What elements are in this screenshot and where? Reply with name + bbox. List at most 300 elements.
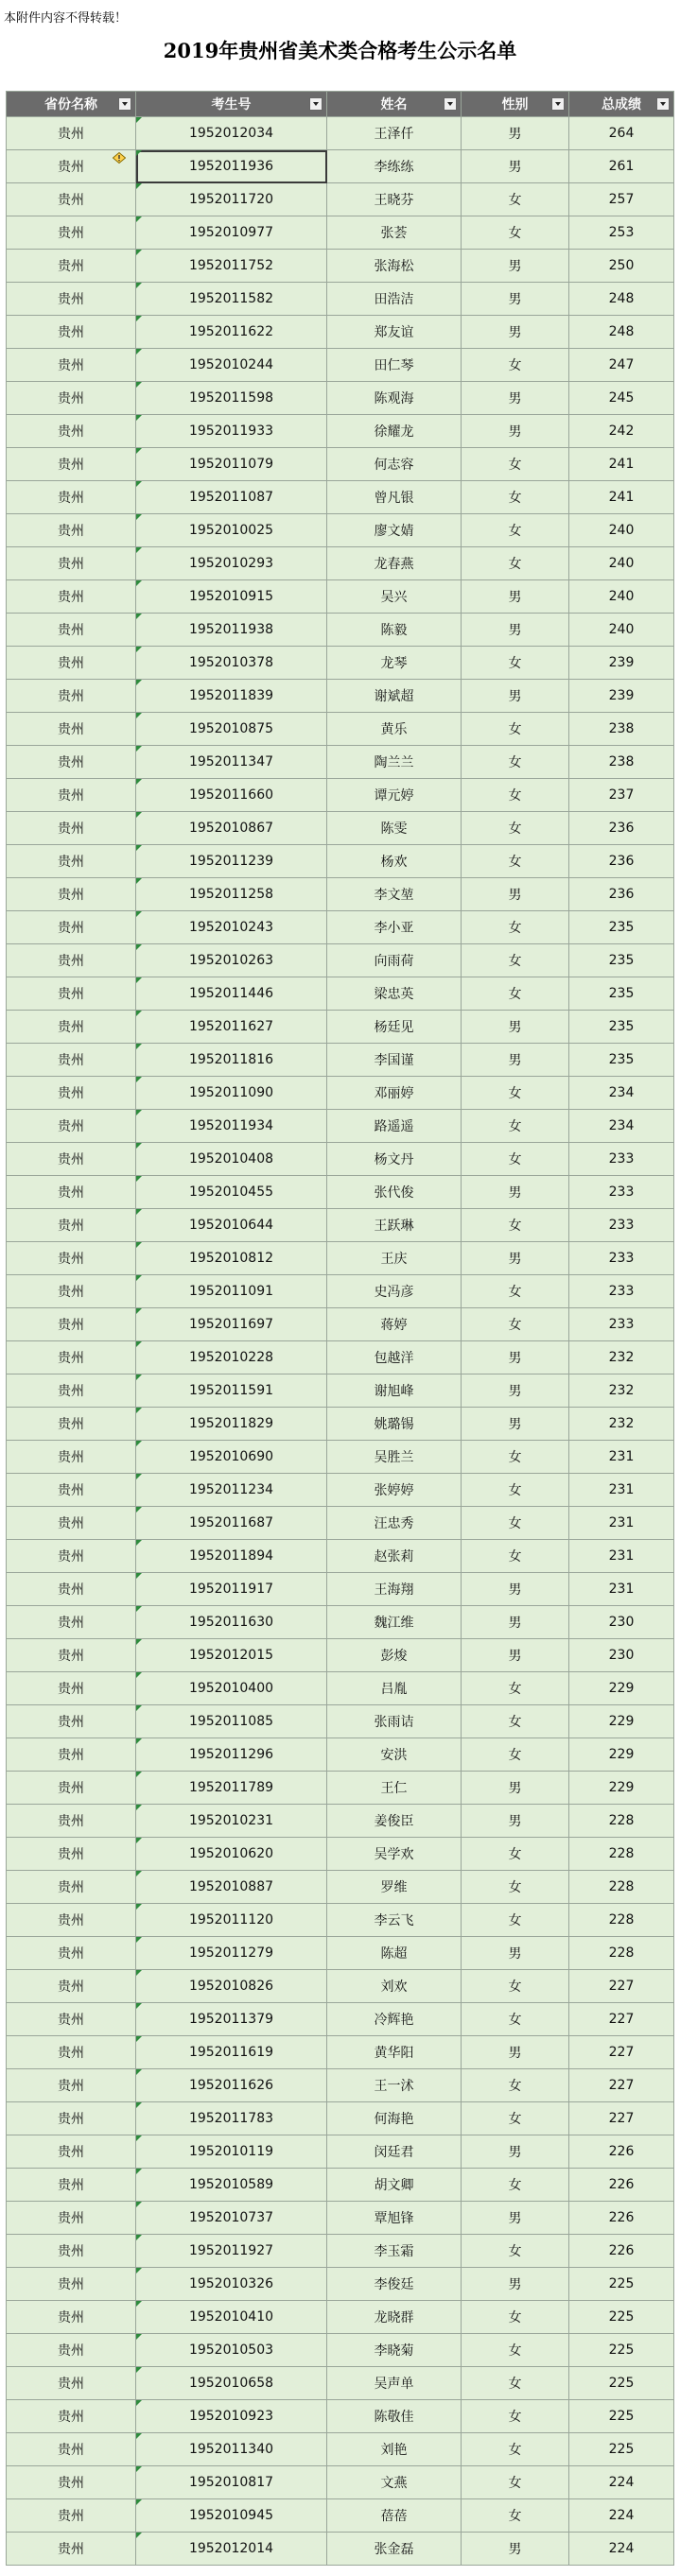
name-cell[interactable]: 姜俊臣 bbox=[327, 1805, 462, 1838]
exam-number-cell[interactable]: 1952011626 bbox=[136, 2069, 327, 2102]
total-score-cell[interactable]: 233 bbox=[569, 1308, 674, 1341]
name-cell[interactable]: 安洪 bbox=[327, 1738, 462, 1772]
gender-cell[interactable]: 女 bbox=[462, 514, 569, 547]
total-score-cell[interactable]: 245 bbox=[569, 382, 674, 415]
total-score-cell[interactable]: 239 bbox=[569, 647, 674, 680]
name-cell[interactable]: 郑友谊 bbox=[327, 316, 462, 349]
gender-cell[interactable]: 女 bbox=[462, 1838, 569, 1871]
province-cell[interactable]: 贵州 bbox=[7, 1705, 136, 1738]
total-score-cell[interactable]: 236 bbox=[569, 845, 674, 878]
total-score-cell[interactable]: 233 bbox=[569, 1275, 674, 1308]
province-cell[interactable]: 贵州 bbox=[7, 647, 136, 680]
gender-cell[interactable]: 男 bbox=[462, 283, 569, 316]
total-score-cell[interactable]: 230 bbox=[569, 1606, 674, 1639]
total-score-cell[interactable]: 228 bbox=[569, 1871, 674, 1904]
name-cell[interactable]: 包越洋 bbox=[327, 1341, 462, 1374]
gender-cell[interactable]: 女 bbox=[462, 1970, 569, 2003]
gender-cell[interactable]: 女 bbox=[462, 1143, 569, 1176]
exam-number-cell[interactable]: 1952011340 bbox=[136, 2433, 327, 2466]
province-cell[interactable]: 贵州 bbox=[7, 283, 136, 316]
exam-number-cell[interactable]: 1952011687 bbox=[136, 1507, 327, 1540]
exam-number-cell[interactable]: 1952011582 bbox=[136, 283, 327, 316]
name-cell[interactable]: 赵张莉 bbox=[327, 1540, 462, 1573]
province-cell[interactable]: 贵州 bbox=[7, 2036, 136, 2069]
name-cell[interactable]: 杨文丹 bbox=[327, 1143, 462, 1176]
exam-number-cell[interactable]: 1952011258 bbox=[136, 878, 327, 911]
name-cell[interactable]: 吕胤 bbox=[327, 1672, 462, 1705]
name-cell[interactable]: 王晓芬 bbox=[327, 183, 462, 216]
total-score-cell[interactable]: 229 bbox=[569, 1672, 674, 1705]
gender-cell[interactable]: 女 bbox=[462, 647, 569, 680]
exam-number-cell[interactable]: 1952010293 bbox=[136, 547, 327, 580]
total-score-cell[interactable]: 228 bbox=[569, 1805, 674, 1838]
exam-number-cell[interactable]: 1952011697 bbox=[136, 1308, 327, 1341]
gender-cell[interactable]: 女 bbox=[462, 713, 569, 746]
total-score-cell[interactable]: 232 bbox=[569, 1341, 674, 1374]
gender-cell[interactable]: 男 bbox=[462, 1242, 569, 1275]
province-cell[interactable]: 贵州 bbox=[7, 1308, 136, 1341]
exam-number-cell[interactable]: 1952011934 bbox=[136, 1110, 327, 1143]
exam-number-cell[interactable]: 1952011239 bbox=[136, 845, 327, 878]
header-province[interactable] bbox=[7, 92, 136, 117]
exam-number-cell[interactable]: 1952010620 bbox=[136, 1838, 327, 1871]
province-cell[interactable]: 贵州 bbox=[7, 1474, 136, 1507]
exam-number-cell[interactable]: 1952011938 bbox=[136, 614, 327, 647]
total-score-cell[interactable]: 253 bbox=[569, 216, 674, 250]
name-cell[interactable]: 刘欢 bbox=[327, 1970, 462, 2003]
total-score-cell[interactable]: 248 bbox=[569, 316, 674, 349]
total-score-cell[interactable]: 226 bbox=[569, 2202, 674, 2235]
header-exam-number[interactable] bbox=[136, 92, 327, 117]
gender-cell[interactable]: 男 bbox=[462, 2036, 569, 2069]
gender-cell[interactable]: 女 bbox=[462, 2301, 569, 2334]
exam-number-cell[interactable]: 1952011279 bbox=[136, 1937, 327, 1970]
total-score-cell[interactable]: 224 bbox=[569, 2499, 674, 2533]
total-score-cell[interactable]: 226 bbox=[569, 2135, 674, 2169]
name-cell[interactable]: 徐耀龙 bbox=[327, 415, 462, 448]
name-cell[interactable]: 张雨诘 bbox=[327, 1705, 462, 1738]
total-score-cell[interactable]: 239 bbox=[569, 680, 674, 713]
province-cell[interactable]: 贵州 bbox=[7, 1044, 136, 1077]
province-cell[interactable]: 贵州 bbox=[7, 2235, 136, 2268]
gender-cell[interactable]: 女 bbox=[462, 1275, 569, 1308]
name-cell[interactable]: 谢斌超 bbox=[327, 680, 462, 713]
exam-number-cell[interactable]: 1952011622 bbox=[136, 316, 327, 349]
gender-cell[interactable]: 女 bbox=[462, 1507, 569, 1540]
gender-cell[interactable]: 男 bbox=[462, 150, 569, 183]
province-cell[interactable]: 贵州 bbox=[7, 1937, 136, 1970]
filter-dropdown-icon[interactable] bbox=[551, 97, 565, 111]
name-cell[interactable]: 谭元婷 bbox=[327, 779, 462, 812]
name-cell[interactable]: 田仁琴 bbox=[327, 349, 462, 382]
filter-dropdown-icon[interactable] bbox=[656, 97, 670, 111]
gender-cell[interactable]: 女 bbox=[462, 779, 569, 812]
exam-number-cell[interactable]: 1952011789 bbox=[136, 1772, 327, 1805]
province-cell[interactable]: 贵州 bbox=[7, 216, 136, 250]
gender-cell[interactable]: 女 bbox=[462, 1904, 569, 1937]
exam-number-cell[interactable]: 1952011091 bbox=[136, 1275, 327, 1308]
name-cell[interactable]: 李国谨 bbox=[327, 1044, 462, 1077]
name-cell[interactable]: 彭焌 bbox=[327, 1639, 462, 1672]
gender-cell[interactable]: 女 bbox=[462, 216, 569, 250]
total-score-cell[interactable]: 242 bbox=[569, 415, 674, 448]
province-cell[interactable]: 贵州 bbox=[7, 1077, 136, 1110]
name-cell[interactable]: 黄华阳 bbox=[327, 2036, 462, 2069]
name-cell[interactable]: 吴胜兰 bbox=[327, 1441, 462, 1474]
exam-number-cell[interactable]: 1952010263 bbox=[136, 944, 327, 977]
gender-cell[interactable]: 男 bbox=[462, 2533, 569, 2566]
exam-number-cell[interactable]: 1952012014 bbox=[136, 2533, 327, 2566]
gender-cell[interactable]: 女 bbox=[462, 2102, 569, 2135]
province-cell[interactable]: 贵州 bbox=[7, 2466, 136, 2499]
province-cell[interactable]: 贵州 bbox=[7, 316, 136, 349]
total-score-cell[interactable]: 231 bbox=[569, 1474, 674, 1507]
filter-dropdown-icon[interactable] bbox=[118, 97, 131, 111]
province-cell[interactable]: 贵州 bbox=[7, 1772, 136, 1805]
province-cell[interactable]: 贵州 bbox=[7, 2169, 136, 2202]
total-score-cell[interactable]: 236 bbox=[569, 878, 674, 911]
gender-cell[interactable]: 女 bbox=[462, 2069, 569, 2102]
name-cell[interactable]: 向雨荷 bbox=[327, 944, 462, 977]
exam-number-cell[interactable]: 1952011933 bbox=[136, 415, 327, 448]
gender-cell[interactable]: 男 bbox=[462, 1772, 569, 1805]
gender-cell[interactable]: 男 bbox=[462, 2135, 569, 2169]
gender-cell[interactable]: 男 bbox=[462, 1374, 569, 1408]
exam-number-cell[interactable]: 1952011936 bbox=[136, 150, 327, 183]
name-cell[interactable]: 吴学欢 bbox=[327, 1838, 462, 1871]
exam-number-cell[interactable]: 1952010945 bbox=[136, 2499, 327, 2533]
province-cell[interactable]: 贵州 bbox=[7, 448, 136, 481]
total-score-cell[interactable]: 228 bbox=[569, 1904, 674, 1937]
gender-cell[interactable]: 男 bbox=[462, 580, 569, 614]
province-cell[interactable]: 贵州 bbox=[7, 481, 136, 514]
name-cell[interactable]: 杨廷见 bbox=[327, 1011, 462, 1044]
total-score-cell[interactable]: 231 bbox=[569, 1441, 674, 1474]
total-score-cell[interactable]: 234 bbox=[569, 1077, 674, 1110]
exam-number-cell[interactable]: 1952011347 bbox=[136, 746, 327, 779]
exam-number-cell[interactable]: 1952010119 bbox=[136, 2135, 327, 2169]
province-cell[interactable]: 贵州 bbox=[7, 349, 136, 382]
exam-number-cell[interactable]: 1952010244 bbox=[136, 349, 327, 382]
exam-number-cell[interactable]: 1952010977 bbox=[136, 216, 327, 250]
name-cell[interactable]: 王泽仟 bbox=[327, 117, 462, 150]
name-cell[interactable]: 路遥遥 bbox=[327, 1110, 462, 1143]
province-cell[interactable]: 贵州 bbox=[7, 117, 136, 150]
name-cell[interactable]: 李练练 bbox=[327, 150, 462, 183]
province-cell[interactable]: 贵州 bbox=[7, 1672, 136, 1705]
gender-cell[interactable]: 女 bbox=[462, 481, 569, 514]
province-cell[interactable]: 贵州 bbox=[7, 1606, 136, 1639]
total-score-cell[interactable]: 235 bbox=[569, 1011, 674, 1044]
gender-cell[interactable]: 女 bbox=[462, 812, 569, 845]
gender-cell[interactable]: 男 bbox=[462, 117, 569, 150]
exam-number-cell[interactable]: 1952010887 bbox=[136, 1871, 327, 1904]
gender-cell[interactable]: 女 bbox=[462, 944, 569, 977]
name-cell[interactable]: 李俊廷 bbox=[327, 2268, 462, 2301]
gender-cell[interactable]: 男 bbox=[462, 1176, 569, 1209]
exam-number-cell[interactable]: 1952010812 bbox=[136, 1242, 327, 1275]
province-cell[interactable]: 贵州 bbox=[7, 1176, 136, 1209]
gender-cell[interactable]: 女 bbox=[462, 1540, 569, 1573]
total-score-cell[interactable]: 233 bbox=[569, 1176, 674, 1209]
province-cell[interactable]: 贵州 bbox=[7, 2533, 136, 2566]
total-score-cell[interactable]: 248 bbox=[569, 283, 674, 316]
province-cell[interactable]: 贵州 bbox=[7, 1011, 136, 1044]
exam-number-cell[interactable]: 1952011379 bbox=[136, 2003, 327, 2036]
province-cell[interactable]: 贵州 bbox=[7, 845, 136, 878]
header-total-score[interactable] bbox=[569, 92, 674, 117]
exam-number-cell[interactable]: 1952010025 bbox=[136, 514, 327, 547]
province-cell[interactable]: 贵州 bbox=[7, 2102, 136, 2135]
gender-cell[interactable]: 女 bbox=[462, 1705, 569, 1738]
gender-cell[interactable]: 女 bbox=[462, 1441, 569, 1474]
total-score-cell[interactable]: 225 bbox=[569, 2367, 674, 2400]
name-cell[interactable]: 张荟 bbox=[327, 216, 462, 250]
name-cell[interactable]: 胡文卿 bbox=[327, 2169, 462, 2202]
gender-cell[interactable]: 女 bbox=[462, 2466, 569, 2499]
total-score-cell[interactable]: 230 bbox=[569, 1639, 674, 1672]
gender-cell[interactable]: 女 bbox=[462, 2235, 569, 2268]
total-score-cell[interactable]: 233 bbox=[569, 1209, 674, 1242]
name-cell[interactable]: 曾凡银 bbox=[327, 481, 462, 514]
exam-number-cell[interactable]: 1952011234 bbox=[136, 1474, 327, 1507]
gender-cell[interactable]: 女 bbox=[462, 547, 569, 580]
exam-number-cell[interactable]: 1952011630 bbox=[136, 1606, 327, 1639]
total-score-cell[interactable]: 237 bbox=[569, 779, 674, 812]
province-cell[interactable]: 贵州 bbox=[7, 2367, 136, 2400]
gender-cell[interactable]: 男 bbox=[462, 1573, 569, 1606]
header-gender[interactable] bbox=[462, 92, 569, 117]
exam-number-cell[interactable]: 1952010410 bbox=[136, 2301, 327, 2334]
name-cell[interactable]: 张金磊 bbox=[327, 2533, 462, 2566]
filter-dropdown-icon[interactable] bbox=[309, 97, 323, 111]
total-score-cell[interactable]: 235 bbox=[569, 1044, 674, 1077]
exam-number-cell[interactable]: 1952010923 bbox=[136, 2400, 327, 2433]
name-cell[interactable]: 李云飞 bbox=[327, 1904, 462, 1937]
gender-cell[interactable]: 女 bbox=[462, 1209, 569, 1242]
total-score-cell[interactable]: 231 bbox=[569, 1507, 674, 1540]
name-cell[interactable]: 陈观海 bbox=[327, 382, 462, 415]
gender-cell[interactable]: 男 bbox=[462, 1408, 569, 1441]
name-cell[interactable]: 王跃琳 bbox=[327, 1209, 462, 1242]
name-cell[interactable]: 李文堃 bbox=[327, 878, 462, 911]
province-cell[interactable]: 贵州 bbox=[7, 2003, 136, 2036]
exam-number-cell[interactable]: 1952011627 bbox=[136, 1011, 327, 1044]
name-cell[interactable]: 梁忠英 bbox=[327, 977, 462, 1011]
name-cell[interactable]: 罗维 bbox=[327, 1871, 462, 1904]
gender-cell[interactable]: 男 bbox=[462, 415, 569, 448]
total-score-cell[interactable]: 225 bbox=[569, 2301, 674, 2334]
exam-number-cell[interactable]: 1952010875 bbox=[136, 713, 327, 746]
total-score-cell[interactable]: 228 bbox=[569, 1937, 674, 1970]
exam-number-cell[interactable]: 1952011660 bbox=[136, 779, 327, 812]
province-cell[interactable]: 贵州 bbox=[7, 1540, 136, 1573]
name-cell[interactable]: 黄乐 bbox=[327, 713, 462, 746]
total-score-cell[interactable]: 232 bbox=[569, 1408, 674, 1441]
total-score-cell[interactable]: 233 bbox=[569, 1242, 674, 1275]
province-cell[interactable]: 贵州 bbox=[7, 1408, 136, 1441]
province-cell[interactable]: 贵州 bbox=[7, 514, 136, 547]
name-cell[interactable]: 冷辉艳 bbox=[327, 2003, 462, 2036]
exam-number-cell[interactable]: 1952011591 bbox=[136, 1374, 327, 1408]
gender-cell[interactable]: 男 bbox=[462, 1341, 569, 1374]
total-score-cell[interactable]: 235 bbox=[569, 911, 674, 944]
exam-number-cell[interactable]: 1952010589 bbox=[136, 2169, 327, 2202]
gender-cell[interactable]: 女 bbox=[462, 2433, 569, 2466]
exam-number-cell[interactable]: 1952010243 bbox=[136, 911, 327, 944]
total-score-cell[interactable]: 238 bbox=[569, 746, 674, 779]
province-cell[interactable]: 贵州 bbox=[7, 1143, 136, 1176]
name-cell[interactable]: 张婷婷 bbox=[327, 1474, 462, 1507]
total-score-cell[interactable]: 234 bbox=[569, 1110, 674, 1143]
exam-number-cell[interactable]: 1952011090 bbox=[136, 1077, 327, 1110]
total-score-cell[interactable]: 247 bbox=[569, 349, 674, 382]
name-cell[interactable]: 何志容 bbox=[327, 448, 462, 481]
province-cell[interactable]: 贵州 bbox=[7, 1871, 136, 1904]
total-score-cell[interactable]: 238 bbox=[569, 713, 674, 746]
exam-number-cell[interactable]: 1952011120 bbox=[136, 1904, 327, 1937]
gender-cell[interactable]: 男 bbox=[462, 2268, 569, 2301]
name-cell[interactable]: 廖文婧 bbox=[327, 514, 462, 547]
gender-cell[interactable]: 男 bbox=[462, 680, 569, 713]
exam-number-cell[interactable]: 1952012015 bbox=[136, 1639, 327, 1672]
exam-number-cell[interactable]: 1952011079 bbox=[136, 448, 327, 481]
gender-cell[interactable]: 女 bbox=[462, 2499, 569, 2533]
exam-number-cell[interactable]: 1952011720 bbox=[136, 183, 327, 216]
exam-number-cell[interactable]: 1952010817 bbox=[136, 2466, 327, 2499]
name-cell[interactable]: 李晓菊 bbox=[327, 2334, 462, 2367]
total-score-cell[interactable]: 241 bbox=[569, 448, 674, 481]
province-cell[interactable]: 贵州 bbox=[7, 878, 136, 911]
gender-cell[interactable]: 女 bbox=[462, 1110, 569, 1143]
gender-cell[interactable]: 女 bbox=[462, 349, 569, 382]
province-cell[interactable]: 贵州 bbox=[7, 2499, 136, 2533]
total-score-cell[interactable]: 225 bbox=[569, 2334, 674, 2367]
total-score-cell[interactable]: 261 bbox=[569, 150, 674, 183]
name-cell[interactable]: 龙春燕 bbox=[327, 547, 462, 580]
province-cell[interactable]: 贵州 bbox=[7, 1573, 136, 1606]
total-score-cell[interactable]: 235 bbox=[569, 977, 674, 1011]
province-cell[interactable]: 贵州 bbox=[7, 2202, 136, 2235]
name-cell[interactable]: 李小亚 bbox=[327, 911, 462, 944]
total-score-cell[interactable]: 226 bbox=[569, 2169, 674, 2202]
province-cell[interactable]: 贵州 bbox=[7, 746, 136, 779]
province-cell[interactable]: 贵州 bbox=[7, 2400, 136, 2433]
gender-cell[interactable]: 女 bbox=[462, 2367, 569, 2400]
province-cell[interactable]: 贵州 bbox=[7, 250, 136, 283]
province-cell[interactable]: 贵州 bbox=[7, 580, 136, 614]
total-score-cell[interactable]: 241 bbox=[569, 481, 674, 514]
name-cell[interactable]: 姚璐锡 bbox=[327, 1408, 462, 1441]
name-cell[interactable]: 邓丽婷 bbox=[327, 1077, 462, 1110]
name-cell[interactable]: 陈毅 bbox=[327, 614, 462, 647]
gender-cell[interactable]: 男 bbox=[462, 1606, 569, 1639]
exam-number-cell[interactable]: 1952011296 bbox=[136, 1738, 327, 1772]
exam-number-cell[interactable]: 1952010644 bbox=[136, 1209, 327, 1242]
gender-cell[interactable]: 男 bbox=[462, 2202, 569, 2235]
exam-number-cell[interactable]: 1952010867 bbox=[136, 812, 327, 845]
total-score-cell[interactable]: 225 bbox=[569, 2400, 674, 2433]
province-cell[interactable]: 贵州 bbox=[7, 415, 136, 448]
filter-dropdown-icon[interactable] bbox=[444, 97, 457, 111]
name-cell[interactable]: 汪忠秀 bbox=[327, 1507, 462, 1540]
name-cell[interactable]: 蓓蓓 bbox=[327, 2499, 462, 2533]
province-cell[interactable]: 贵州 bbox=[7, 1738, 136, 1772]
exam-number-cell[interactable]: 1952010455 bbox=[136, 1176, 327, 1209]
total-score-cell[interactable]: 240 bbox=[569, 547, 674, 580]
gender-cell[interactable]: 男 bbox=[462, 382, 569, 415]
gender-cell[interactable]: 男 bbox=[462, 1044, 569, 1077]
province-cell[interactable]: 贵州 bbox=[7, 713, 136, 746]
total-score-cell[interactable]: 232 bbox=[569, 1374, 674, 1408]
warning-icon[interactable] bbox=[113, 152, 126, 164]
province-cell[interactable]: 贵州 bbox=[7, 779, 136, 812]
name-cell[interactable]: 龙琴 bbox=[327, 647, 462, 680]
name-cell[interactable]: 史冯彦 bbox=[327, 1275, 462, 1308]
exam-number-cell[interactable]: 1952011446 bbox=[136, 977, 327, 1011]
province-cell[interactable]: 贵州 bbox=[7, 1507, 136, 1540]
name-cell[interactable]: 王一沭 bbox=[327, 2069, 462, 2102]
exam-number-cell[interactable]: 1952011829 bbox=[136, 1408, 327, 1441]
total-score-cell[interactable]: 240 bbox=[569, 514, 674, 547]
name-cell[interactable]: 陈敬佳 bbox=[327, 2400, 462, 2433]
name-cell[interactable]: 王仁 bbox=[327, 1772, 462, 1805]
total-score-cell[interactable]: 225 bbox=[569, 2268, 674, 2301]
gender-cell[interactable]: 女 bbox=[462, 2169, 569, 2202]
province-cell[interactable]: 贵州 bbox=[7, 1242, 136, 1275]
gender-cell[interactable]: 男 bbox=[462, 878, 569, 911]
exam-number-cell[interactable]: 1952010915 bbox=[136, 580, 327, 614]
total-score-cell[interactable]: 231 bbox=[569, 1540, 674, 1573]
province-cell[interactable]: 贵州 bbox=[7, 1441, 136, 1474]
province-cell[interactable]: 贵州 bbox=[7, 1209, 136, 1242]
gender-cell[interactable]: 女 bbox=[462, 977, 569, 1011]
total-score-cell[interactable]: 224 bbox=[569, 2466, 674, 2499]
exam-number-cell[interactable]: 1952011917 bbox=[136, 1573, 327, 1606]
total-score-cell[interactable]: 257 bbox=[569, 183, 674, 216]
province-cell[interactable]: 贵州 bbox=[7, 680, 136, 713]
total-score-cell[interactable]: 229 bbox=[569, 1738, 674, 1772]
exam-number-cell[interactable]: 1952011894 bbox=[136, 1540, 327, 1573]
gender-cell[interactable]: 男 bbox=[462, 1805, 569, 1838]
gender-cell[interactable]: 女 bbox=[462, 1474, 569, 1507]
province-cell[interactable]: 贵州 bbox=[7, 150, 136, 183]
name-cell[interactable]: 刘艳 bbox=[327, 2433, 462, 2466]
exam-number-cell[interactable]: 1952011087 bbox=[136, 481, 327, 514]
total-score-cell[interactable]: 226 bbox=[569, 2235, 674, 2268]
exam-number-cell[interactable]: 1952012034 bbox=[136, 117, 327, 150]
gender-cell[interactable]: 女 bbox=[462, 746, 569, 779]
gender-cell[interactable]: 女 bbox=[462, 2334, 569, 2367]
province-cell[interactable]: 贵州 bbox=[7, 382, 136, 415]
total-score-cell[interactable]: 240 bbox=[569, 580, 674, 614]
exam-number-cell[interactable]: 1952010826 bbox=[136, 1970, 327, 2003]
gender-cell[interactable]: 女 bbox=[462, 1308, 569, 1341]
gender-cell[interactable]: 男 bbox=[462, 614, 569, 647]
gender-cell[interactable]: 女 bbox=[462, 1871, 569, 1904]
name-cell[interactable]: 蒋婷 bbox=[327, 1308, 462, 1341]
total-score-cell[interactable]: 227 bbox=[569, 2003, 674, 2036]
exam-number-cell[interactable]: 1952010231 bbox=[136, 1805, 327, 1838]
name-cell[interactable]: 龙晓群 bbox=[327, 2301, 462, 2334]
exam-number-cell[interactable]: 1952010503 bbox=[136, 2334, 327, 2367]
total-score-cell[interactable]: 227 bbox=[569, 1970, 674, 2003]
exam-number-cell[interactable]: 1952011085 bbox=[136, 1705, 327, 1738]
total-score-cell[interactable]: 228 bbox=[569, 1838, 674, 1871]
name-cell[interactable]: 谢旭峰 bbox=[327, 1374, 462, 1408]
exam-number-cell[interactable]: 1952011927 bbox=[136, 2235, 327, 2268]
name-cell[interactable]: 吴声单 bbox=[327, 2367, 462, 2400]
